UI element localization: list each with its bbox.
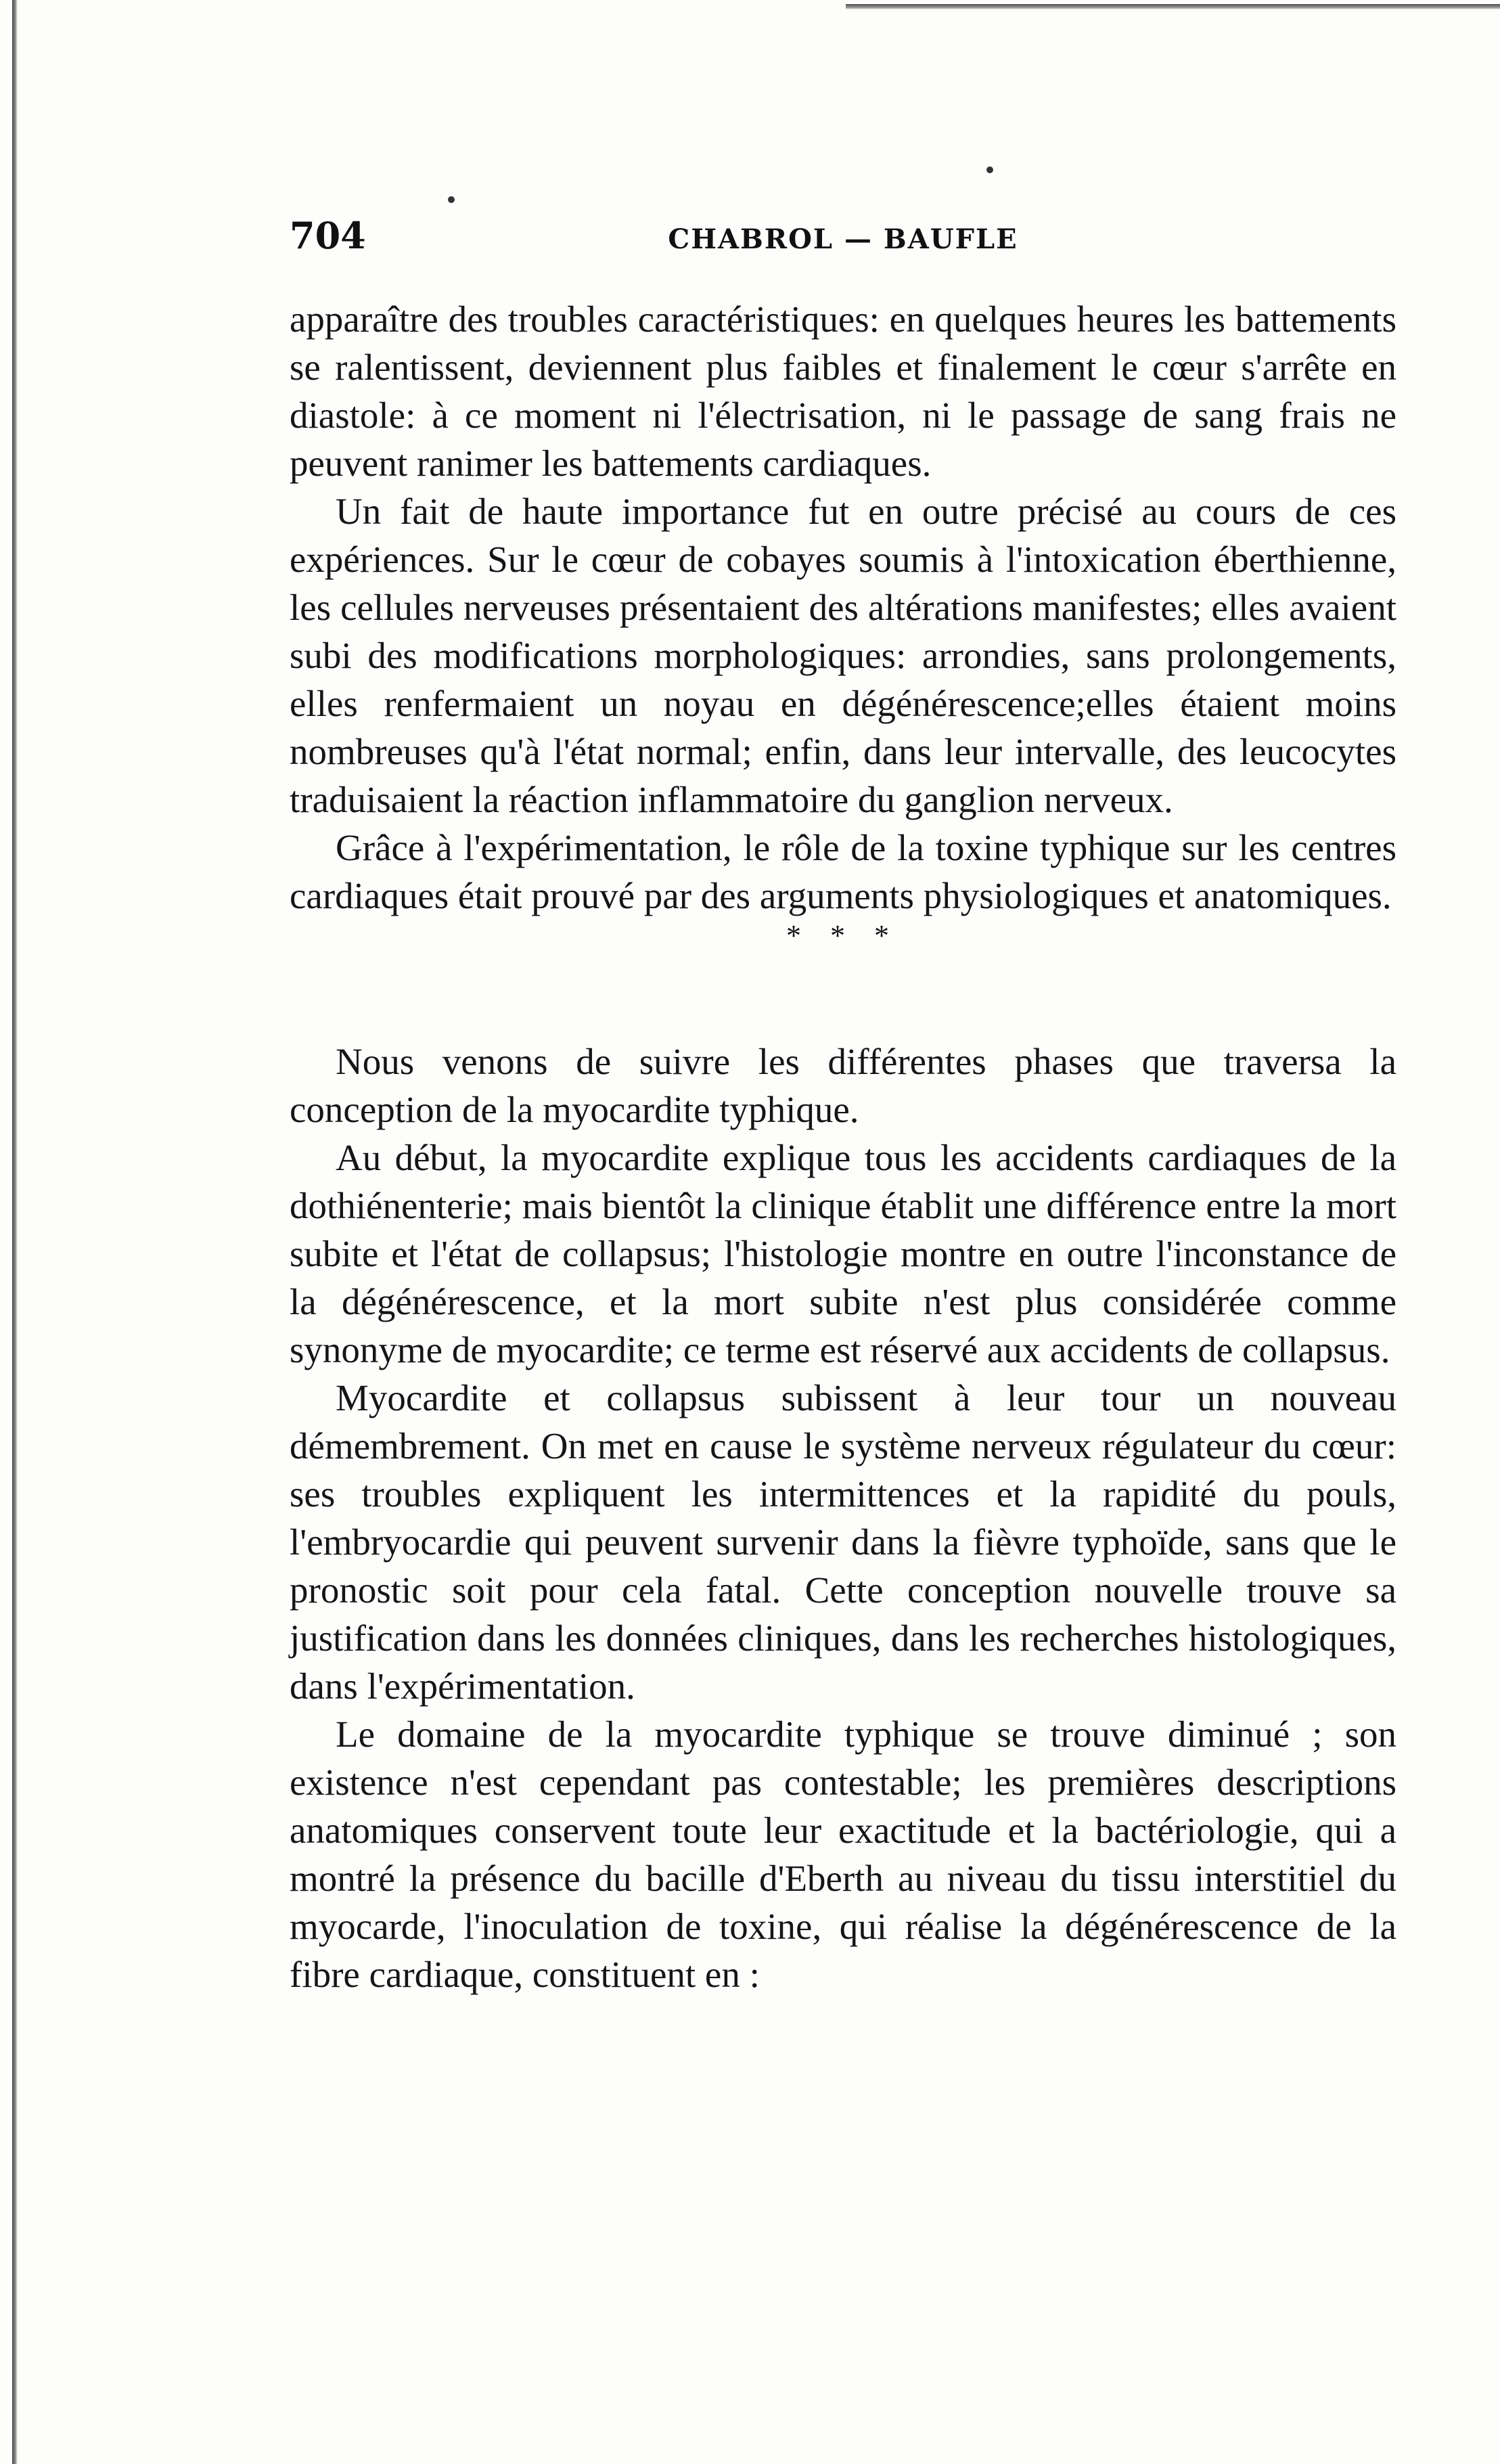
ink-speck: [986, 166, 993, 173]
paragraph: Nous venons de suivre les différentes phases que traversa la conception de la myocardite typhique.: [290, 1041, 1396, 1130]
section-separator: * * *: [786, 919, 900, 952]
paragraph: Au début, la myocardite explique tous les accidents cardiaques de la dothiénenterie; mais bientôt la clinique établit une différence entre la mort subite et l'état de collapsus; l'histologie montre en outre l'inconstance de la dégénérescence, et la mort subite n'est plus considérée comme synonyme de myocardite; ce terme est réservé aux accidents de collapsus.: [290, 1137, 1396, 1370]
running-head: CHABROL — BAUFLE: [668, 223, 1018, 255]
ink-speck: [448, 196, 455, 203]
paragraph: Myocardite et collapsus subissent à leur tour un nouveau démembrement. On met en cause le système nerveux régulateur du cœur: ses troubles expliquent les intermittences et la rapidité du pouls, l'embryocardie qui peuvent survenir dans la fièvre typhoïde, sans que le pronostic soit pour cela fatal. Cette conception nouvelle trouve sa justification dans les données cliniques, dans les recherches histologiques, dans l'expérimentation.: [290, 1377, 1396, 1707]
scan-edge-top: [846, 4, 1500, 9]
page-number: 704: [290, 214, 366, 257]
paragraph: Le domaine de la myocardite typhique se trouve diminué ; son existence n'est cependant pas contestable; les premières descriptions anatomiques conservent toute leur exactitude et la bactériologie, qui a montré la présence du bacille d'Eberth au niveau du tissu interstitiel du myocarde, l'inoculation de toxine, qui réalise la dégénérescence de la fibre cardiaque, constituent en :: [290, 1713, 1396, 1995]
paragraph: Grâce à l'expérimentation, le rôle de la toxine typhique sur les centres cardiaques était prouvé par des arguments physiologiques et anatomiques.: [290, 827, 1396, 916]
scan-edge-left: [12, 0, 18, 2464]
paragraph: Un fait de haute importance fut en outre précisé au cours de ces expériences. Sur le cœur de cobayes soumis à l'intoxication éberthienne, les cellules nerveuses présentaient des altérations manifestes; elles avaient subi des modifications morphologiques: arrondies, sans prolongements, elles renfermaient un noyau en dégénérescence;elles étaient moins nombreuses qu'à l'état normal; enfin, dans leur intervalle, des leucocytes traduisaient la réaction inflammatoire du ganglion nerveux.: [290, 491, 1396, 820]
body-text: [290, 295, 1396, 1998]
paragraph-continuation: apparaître des troubles caractéristiques: en quelques heures les battements se ralentissent, deviennent plus faibles et finalement le cœur s'arrête en diastole: à ce moment ni l'électrisation, ni le passage de sang frais ne peuvent ranimer les battements cardiaques.: [290, 298, 1396, 484]
page-header: [290, 214, 1396, 268]
